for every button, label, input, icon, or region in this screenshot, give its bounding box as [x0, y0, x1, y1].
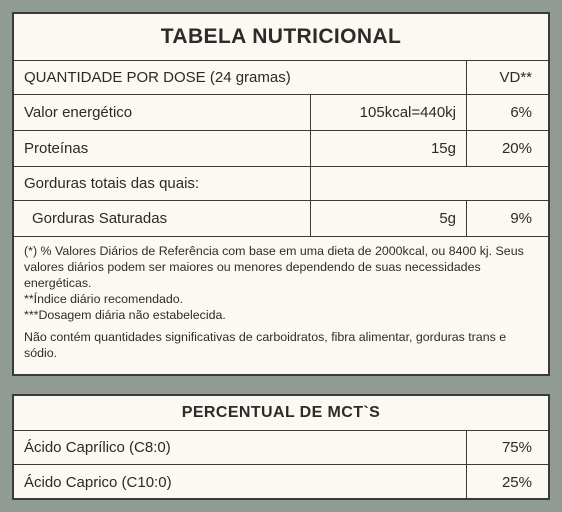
- row-vd: 9%: [466, 201, 548, 236]
- row-value: 75%: [466, 431, 548, 464]
- row-label: Proteínas: [24, 140, 89, 157]
- mct-table: [12, 394, 550, 500]
- row-vd: 20%: [466, 131, 548, 166]
- row-label: Ácido Caprílico (C8:0): [24, 439, 171, 456]
- row-label: Valor energético: [24, 104, 133, 121]
- table-row: [14, 131, 548, 167]
- row-label: Gorduras Saturadas: [32, 210, 168, 227]
- row-label: Ácido Caprico (C10:0): [24, 473, 172, 491]
- row-vd: 6%: [466, 95, 548, 130]
- table-row: [14, 465, 548, 499]
- nutrition-title: TABELA NUTRICIONAL: [14, 14, 548, 61]
- row-value: 5g: [310, 201, 466, 236]
- nutrition-table: [12, 12, 550, 376]
- row-value: 25%: [466, 465, 548, 499]
- row-label: Gorduras totais das quais:: [24, 175, 200, 192]
- footnote-not-established: ***Dosagem diária não estabelecida.: [24, 308, 226, 322]
- footnotes: [14, 237, 548, 361]
- footnote-not-significant: Não contém quantidades significativas de carboidratos, fibra alimentar, gorduras trans e sódio.: [24, 330, 507, 360]
- table-row: [14, 431, 548, 465]
- dose-label: QUANTIDADE POR DOSE (24 gramas): [24, 69, 291, 86]
- footnote-reference: (*) % Valores Diários de Referência com base em uma dieta de 2000kcal, ou 8400 kj. Seus valores diários podem ser maiores ou menores dependendo de suas necessidades energéticas.: [24, 244, 524, 290]
- row-value: 105kcal=440kj: [310, 95, 466, 130]
- table-row: [14, 95, 548, 131]
- vd-header: VD**: [466, 61, 548, 94]
- dose-header-row: [14, 61, 548, 95]
- table-row: [14, 167, 548, 201]
- mct-title: PERCENTUAL DE MCT`S: [14, 396, 548, 431]
- row-value: 15g: [310, 131, 466, 166]
- row-value-empty: [310, 167, 548, 200]
- table-row: [14, 201, 548, 237]
- footnote-recommended: **Índice diário recomendado.: [24, 292, 184, 306]
